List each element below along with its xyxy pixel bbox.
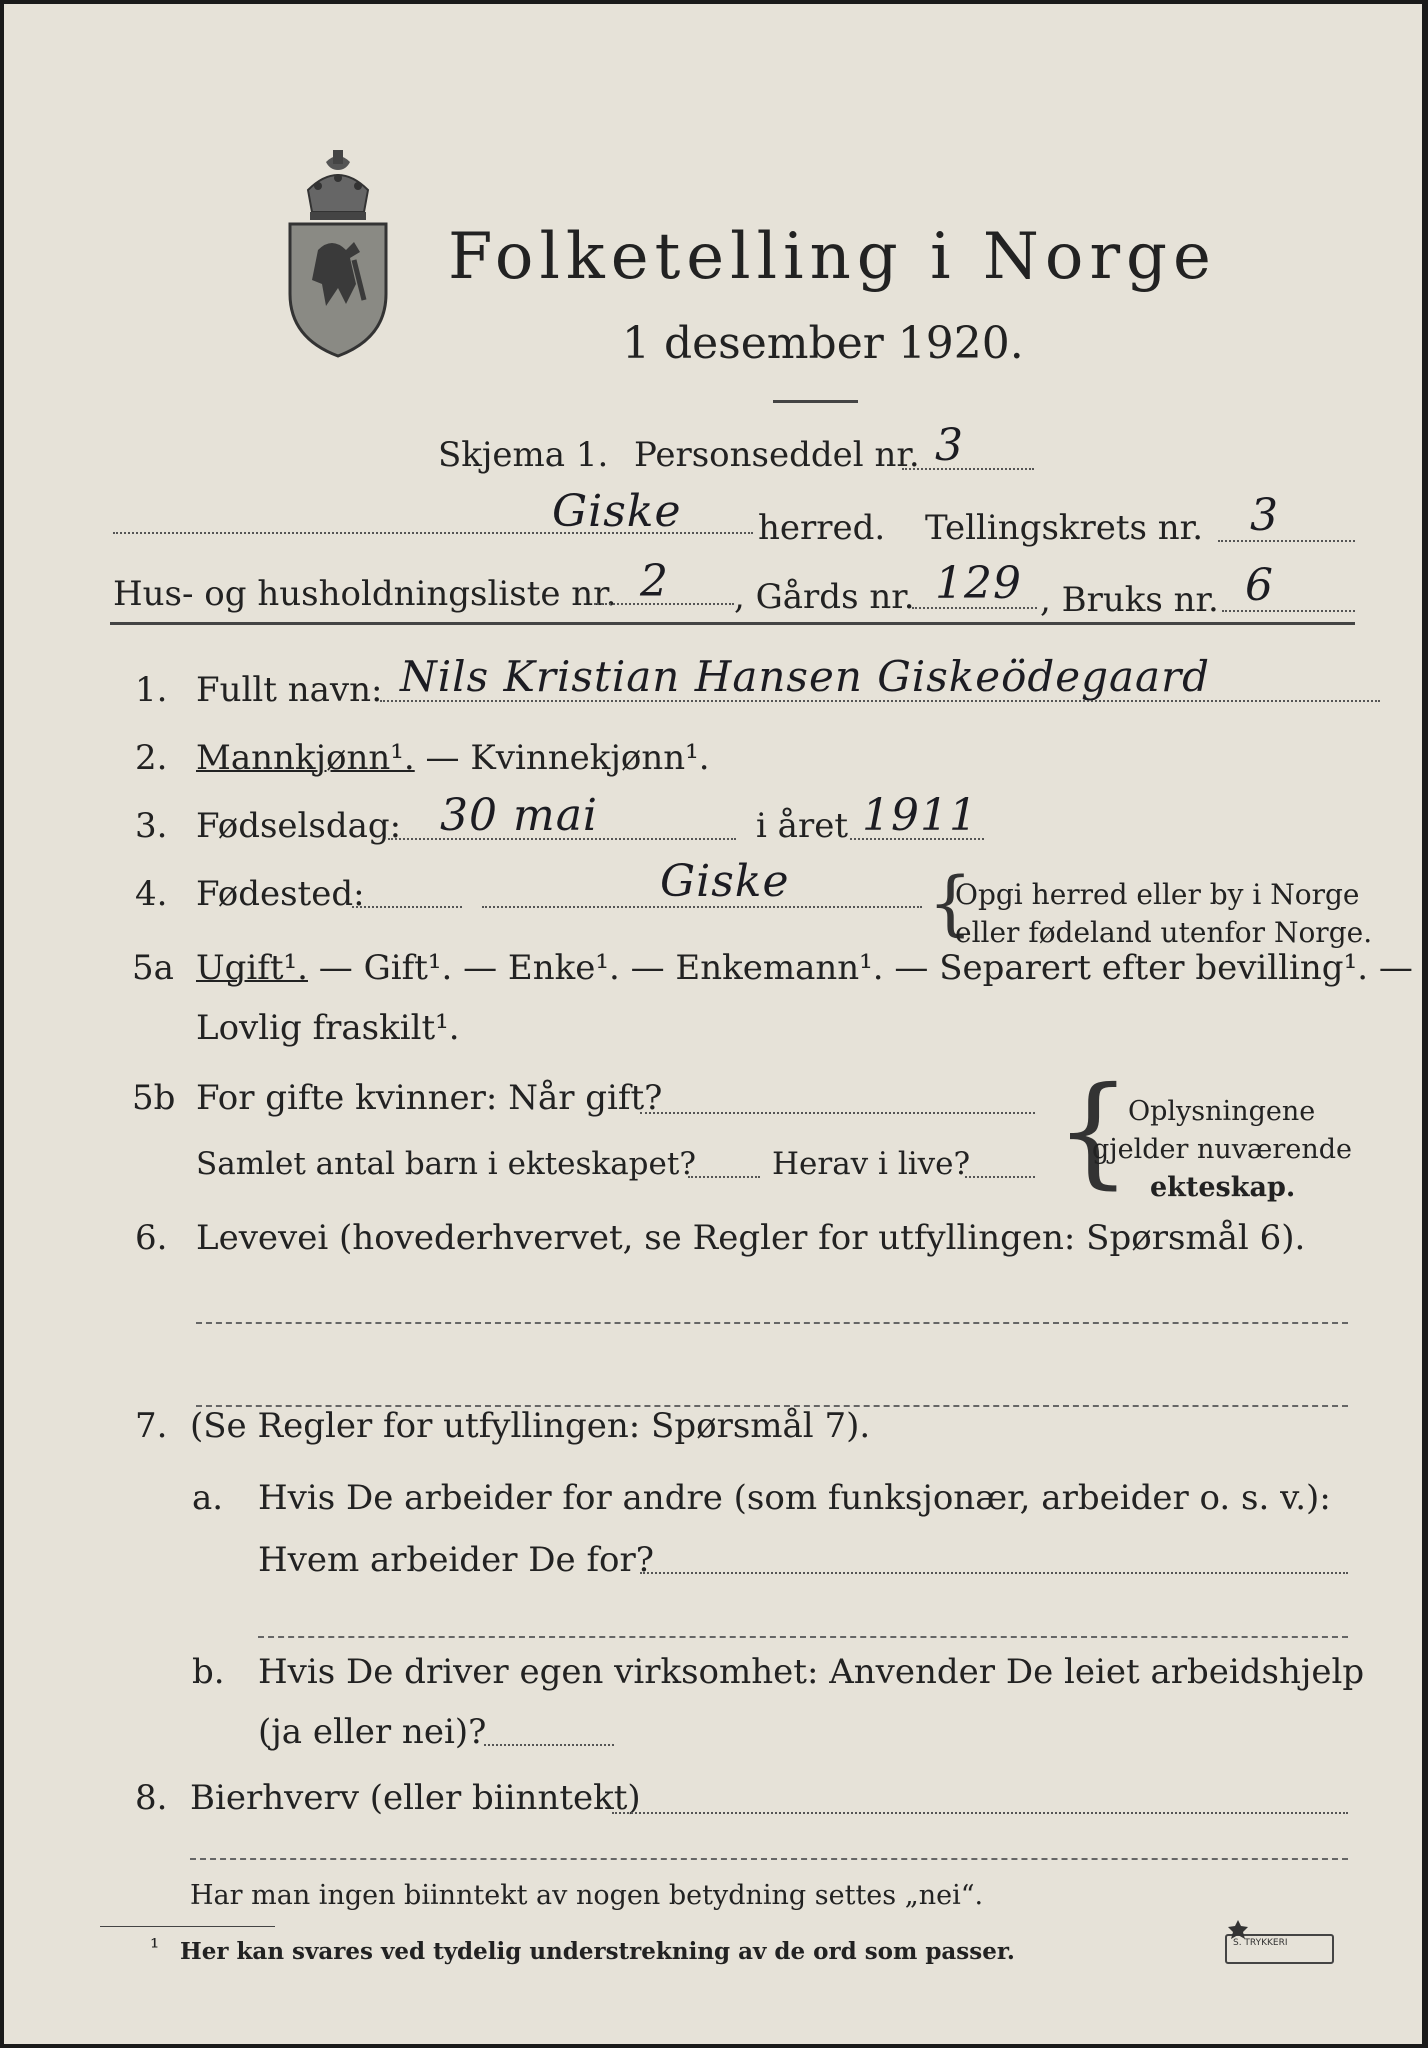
scan-border-left: [0, 0, 4, 2048]
printer-stamp-text: S. TRYKKERI: [1233, 1938, 1288, 1948]
herred-value[interactable]: Giske: [552, 486, 682, 537]
coat-of-arms-icon: [278, 150, 398, 360]
q7b-line2: (ja eller nei)?: [258, 1712, 487, 1752]
scan-border-right: [1422, 0, 1428, 2048]
ugift-option[interactable]: Ugift¹.: [196, 948, 308, 988]
q8-answer-line2: [190, 1858, 1348, 1860]
q4-number: 4.: [135, 874, 168, 914]
husholdning-label: Hus- og husholdningsliste nr.: [113, 574, 617, 614]
kvinnekjonn-option[interactable]: Kvinnekjønn¹.: [470, 738, 710, 778]
q6-answer-line1: [196, 1322, 1348, 1324]
title-divider: [773, 400, 858, 403]
gards-label: , Gårds nr.: [734, 577, 915, 617]
printer-emblem-icon: [1226, 1920, 1250, 1942]
q4-label: Fødested:: [196, 874, 365, 914]
scan-border-top: [0, 0, 1428, 4]
husholdning-value[interactable]: 2: [640, 556, 669, 607]
bruks-line: [1222, 610, 1355, 612]
footnote-rule: [100, 1926, 275, 1927]
q2-options: [196, 738, 710, 778]
q6-number: 6.: [135, 1218, 168, 1258]
q5b-line2b: Herav i live?: [772, 1146, 971, 1182]
q5b-brace: {: [1055, 1062, 1132, 1201]
q4-note-line1: Opgi herred eller by i Norge: [955, 878, 1360, 911]
q5b-number: 5b: [132, 1078, 176, 1118]
q7b-answer-line: [484, 1744, 614, 1746]
herred-label: herred.: [758, 508, 886, 548]
tellingskrets-line: [1218, 540, 1355, 542]
footer-note: Har man ingen biinntekt av nogen betydning settes „nei“.: [190, 1880, 984, 1911]
header-rule: [110, 622, 1355, 625]
personseddel-line: [902, 468, 1034, 470]
q1-number: 1.: [135, 670, 168, 710]
q7a-answer-line1: [640, 1572, 1348, 1574]
q4-note-line2: eller fødeland utenfor Norge.: [955, 916, 1373, 949]
birthplace-value[interactable]: Giske: [660, 856, 790, 907]
q4-line-a: [352, 906, 462, 908]
full-name-value[interactable]: Nils Kristian Hansen Giskeödegaard: [400, 652, 1211, 701]
mannkjonn-option[interactable]: Mannkjønn¹.: [196, 738, 415, 778]
gards-value[interactable]: 129: [935, 558, 1022, 609]
q8-answer-line1: [612, 1812, 1348, 1814]
bruks-value[interactable]: 6: [1245, 560, 1274, 611]
q8-number: 8.: [135, 1778, 168, 1818]
q5b-line1: For gifte kvinner: Når gift?: [196, 1078, 663, 1118]
form-title: Folketelling i Norge: [448, 220, 1217, 294]
q5b-alive-line: [965, 1176, 1035, 1178]
tellingskrets-value[interactable]: 3: [1250, 490, 1279, 541]
q7a-line1: Hvis De arbeider for andre (som funksjonær, arbeider o. s. v.):: [258, 1478, 1331, 1518]
birth-year-value[interactable]: 1911: [862, 790, 978, 841]
q7a-answer-line2: [258, 1636, 1348, 1638]
q5b-married-line: [640, 1112, 1035, 1114]
bruks-label: , Bruks nr.: [1040, 580, 1219, 620]
q7b-letter: b.: [192, 1652, 225, 1692]
q2-separator: —: [414, 738, 471, 778]
birth-date-value[interactable]: 30 mai: [440, 790, 599, 841]
q5b-note3: ekteskap.: [1150, 1172, 1296, 1203]
skjema-label: Skjema 1.: [438, 435, 609, 475]
q5b-children-line: [688, 1176, 760, 1178]
scan-border-bottom: [0, 2044, 1428, 2048]
q7a-letter: a.: [192, 1478, 224, 1518]
personseddel-label: Personseddel nr.: [634, 435, 920, 475]
q5b-note1: Oplysningene: [1128, 1096, 1316, 1127]
footnote-mark: ¹: [150, 1935, 160, 1961]
q3-label: Fødselsdag:: [196, 806, 402, 846]
q4-brace: {: [928, 862, 973, 944]
q3-year-label: i året: [756, 806, 848, 846]
q5b-note2: gjelder nuværende: [1092, 1134, 1352, 1165]
q5a-number: 5a: [132, 948, 174, 988]
q8-label: Bierhverv (eller biinntekt): [190, 1778, 641, 1818]
q7b-line1: Hvis De driver egen virksomhet: Anvender De leiet arbeidshjelp: [258, 1652, 1365, 1692]
q5a-line2[interactable]: Lovlig fraskilt¹.: [196, 1008, 460, 1048]
q1-label: Fullt navn:: [196, 670, 383, 710]
q5a-other-options[interactable]: — Gift¹. — Enke¹. — Enkemann¹. — Separert efter bevilling¹. —: [307, 948, 1413, 988]
q7a-line2: Hvem arbeider De for?: [258, 1540, 654, 1580]
q7-number: 7.: [135, 1406, 168, 1446]
form-date: 1 desember 1920.: [622, 318, 1024, 369]
footnote-text: Her kan svares ved tydelig understrekning av de ord som passer.: [180, 1938, 1015, 1965]
q5a-options: [196, 948, 1413, 988]
q6-label: Levevei (hovederhvervet, se Regler for utfyllingen: Spørsmål 6).: [196, 1218, 1306, 1258]
personseddel-value[interactable]: 3: [935, 420, 964, 471]
q7-label: (Se Regler for utfyllingen: Spørsmål 7).: [190, 1406, 871, 1446]
q5b-line2a: Samlet antal barn i ekteskapet?: [196, 1146, 696, 1182]
q2-number: 2.: [135, 738, 168, 778]
q3-number: 3.: [135, 806, 168, 846]
tellingskrets-label: Tellingskrets nr.: [925, 508, 1204, 548]
